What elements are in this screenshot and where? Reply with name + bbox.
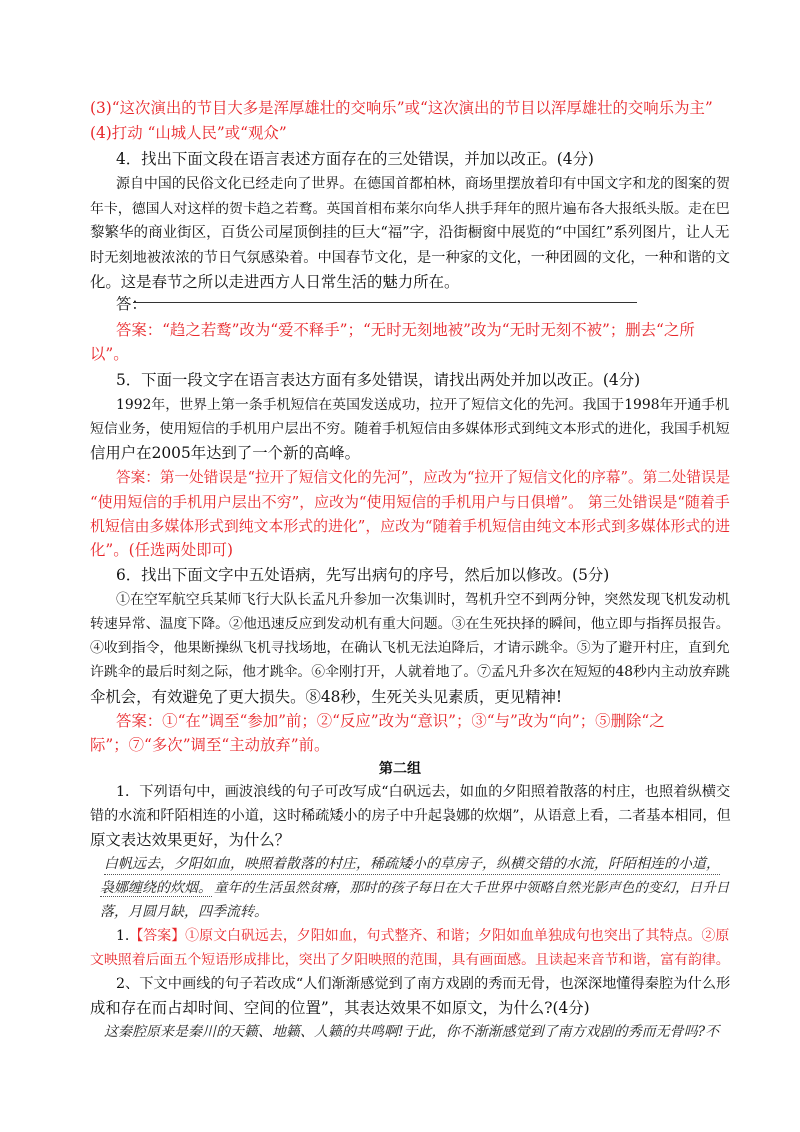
answer-4: (4)打动 “山城人民”或“观众” [90,124,287,142]
q6-answer-line: 答案：①“在”调至“参加”前；②“反应”改为“意识”；③“与”改为“向”；⑤删除“之 [116,712,665,730]
g2-q1-answer-text: ①原文白矾远去，夕阳如血，句式整齐、和谐；夕阳如血单独成句也突出了其特点。②原 [185,928,730,944]
g2-q1-prompt-line: 错的水流和阡陌相连的小道，这时稀疏矮小的房子中升起袅娜的炊烟”，从语意上看，二者基本相同，但 [90,808,731,824]
g2-q1-answer-line-1 [116,926,730,946]
wavy-underlined-text: 袅娜缠绕的炊烟。 [100,880,212,896]
q6-passage-line: 伞机会，有效避免了更大损失。⑧48秒，生死关头见素质，更见精神! [90,688,563,706]
q6-passage-line: 转速异常、温度下降。②他迅速反应到发动机有重大问题。③在生死抉择的瞬间，他立即与指挥员报告。 [90,616,730,632]
q4-answer-line: 以”。 [90,345,129,363]
g2-q1-prompt-line: 1．下列语句中，画波浪线的句子可改写成“白矾远去，如血的夕阳照着散落的村庄，也照着纵横交 [116,784,731,800]
q4-passage-line: 年卡，德国人对这样的贺卡趋之若鹜。英国首相布莱尔向华人拱手拜年的照片遍布各大报纸头版。走在巴 [90,201,730,217]
g2-q1-handwritten-line: 白帆远去，夕阳如血，映照着散落的村庄，稀疏矮小的草房子，纵横交错的水流，阡陌相连的小道， [104,854,720,875]
g2-q1-answer-line: 文映照着后面五个短语形成排比，突出了夕阳映照的范围，具有画面感。且读起来音节和谐，富有韵律。 [90,952,730,968]
section-heading: 第二组 [378,761,422,777]
g2-q2-prompt-line: 2、下文中画线的句子若改成“人们渐渐感觉到了南方戏剧的秀而无骨，也深深地懂得秦腔为什么形 [116,976,731,992]
q5-prompt: 5．下面一段文字在语言表达方面有多处错误，请找出两处并加以改正。(4分) [116,371,641,389]
q4-passage-line: 化。这是春节之所以走进西方人日常生活的魅力所在。 [90,273,460,291]
answer-tag: 【答案】 [129,928,186,944]
g2-q1-handwritten-line: 落，月圆月缺，四季流转。 [100,904,268,920]
answer-3: (3)“这次演出的节目大多是浑厚雄壮的交响乐”或“这次演出的节目以浑厚雄壮的交响乐为主” [90,99,713,117]
q5-passage-line: 信用户在2005年达到了一个新的高峰。 [90,444,361,462]
q5-passage-line: 1992年，世界上第一条手机短信在英国发送成功，拉开了短信文化的先河。我国于1998年开通手机 [116,397,730,413]
q5-passage-line: 短信业务，使用短信的手机用户层出不穷。随着手机短信由多媒体形式到纯文本形式的进化，我国手机短 [90,421,730,437]
q6-passage-line: 许跳伞的最后时刻之际，他才跳伞。⑥伞刚打开，人就着地了。⑦孟凡升多次在短短的48秒内主动放弃跳 [90,664,730,680]
q6-passage-line: ④收到指令，他果断操纵飞机寻找场地，在确认飞机无法迫降后，才请示跳伞。⑤为了避开村庄，直到允 [90,640,730,656]
q5-answer-line: “使用短信的手机用户层出不穷”，应改为“使用短信的手机用户与日俱增”。 第三处错误是“随着手 [90,493,730,511]
answer-blank-line [133,302,637,303]
q4-prompt: 4．找出下面文段在语言表述方面存在的三处错误，并加以改正。(4分) [116,150,594,168]
q4-passage-line: 时无刻地被浓浓的节日气氛感染着。中国春节文化，是一种家的文化，一种团圆的文化，一种和谐的文 [90,250,730,266]
q4-passage-line: 源自中国的民俗文化已经走向了世界。在德国首都柏林，商场里摆放着印有中国文字和龙的图案的贺 [116,176,730,192]
g2-q1-number: 1. [116,928,130,944]
q5-answer-line: 化”。(任选两处即可) [90,541,234,559]
g2-q1-prompt-line: 原文表达效果更好，为什么？ [90,831,291,849]
q6-answer-line: 际”；⑦“多次”调至“主动放弃”前。 [90,736,330,754]
q4-answer-line: 答案：“趋之若鹜”改为“爱不释手”；“无时无刻地被”改为“无时无刻不被”；删去“之所 [116,321,695,339]
q5-answer-line: 机短信由多媒体形式到纯文本形式的进化”，应改为“随着手机短信由纯文本形式到多媒体形式的进 [90,517,730,535]
q4-passage-line: 黎繁华的商业街区，百货公司屋顶倒挂的巨大“福”字，沿街橱窗中展览的“中国红”系列图片，让人无 [90,225,730,241]
q4-answer-label: 答： [116,295,147,313]
q6-prompt: 6．找出下面文字中五处语病，先写出病句的序号，然后加以修改。(5分) [116,566,610,584]
g2-q2-handwritten-line: 这秦腔原来是秦川的天籁、地籁、人籁的共鸣啊!于此，你不渐渐感觉到了南方戏剧的秀而无骨吗?不 [104,1024,720,1040]
q5-answer-line: 答案：第一处错误是“拉开了短信文化的先河”，应改为“拉开了短信文化的序幕”。第二处错误是 [116,469,731,486]
q6-passage-line: ①在空军航空兵某师飞行大队长孟凡升参加一次集训时，驾机升空不到两分钟，突然发现飞机发动机 [116,592,730,608]
g2-q2-prompt-line: 成和存在而占却时间、空间的位置”，其表达效果不如原文，为什么?(4分) [90,999,590,1017]
g2-q1-handwritten-continuation: 童年的生活虽然贫瘠，那时的孩子每日在大千世界中领略自然光影声色的变幻，日升日 [214,880,730,896]
g2-q1-handwritten-line [100,878,212,898]
